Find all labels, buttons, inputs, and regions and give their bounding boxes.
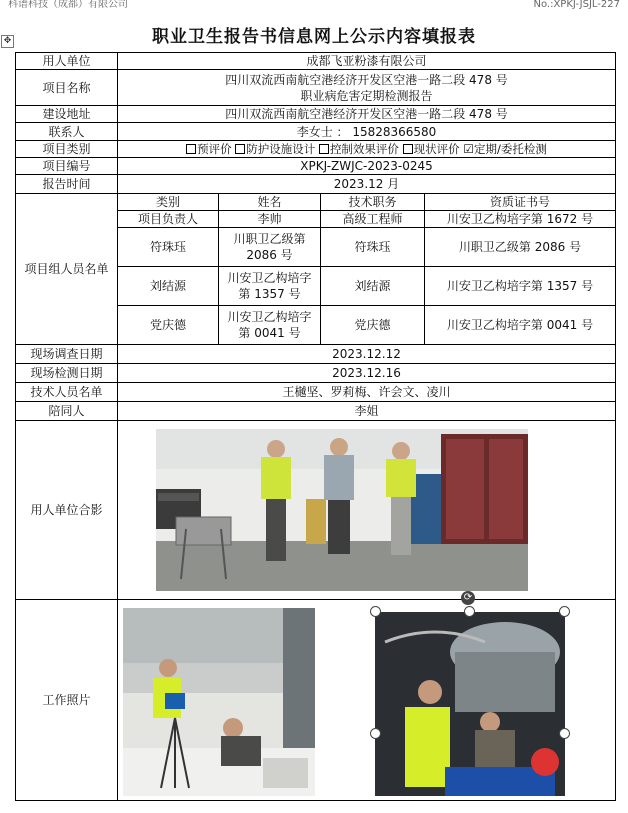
survey-date-value[interactable]: 2023.12.12 (118, 345, 616, 364)
team-name-line-1: 川安卫乙构培字 (227, 271, 312, 285)
unit-value[interactable]: 成都飞亚粉漆有限公司 (118, 53, 616, 70)
type-option-control-eval[interactable]: 控制效果评价 (319, 142, 399, 156)
group-photo-label: 用人单位合影 (16, 421, 118, 600)
team-cert[interactable]: 川安卫乙构培字第 1672 号 (425, 211, 616, 228)
team-header-cert: 资质证书号 (425, 194, 616, 211)
detect-date-label: 现场检测日期 (16, 364, 118, 383)
row-address (16, 106, 616, 123)
checkbox-icon[interactable] (319, 144, 329, 154)
disclosure-form-table (15, 52, 616, 801)
team-name-line-2: 第 1357 号 (238, 287, 301, 301)
resize-handle-top-left[interactable] (370, 606, 381, 617)
contact-label: 联系人 (16, 123, 118, 141)
row-project-type (16, 141, 616, 158)
work-photos-cell (118, 600, 616, 801)
header-company: 科谱科技（成都）有限公司 (8, 0, 128, 10)
project-name-line-2: 职业病危害定期检测报告 (300, 88, 433, 103)
header-doc-number: No.:XPKJ-JSJL-227 (533, 0, 620, 10)
row-contact (16, 123, 616, 141)
resize-handle-middle-right[interactable] (559, 728, 570, 739)
project-name-value[interactable] (118, 70, 616, 106)
team-header-title: 技术职务 (321, 194, 425, 211)
report-time-label: 报告时间 (16, 175, 118, 194)
row-detect-date (16, 364, 616, 383)
survey-date-label: 现场调查日期 (16, 345, 118, 364)
page-header (0, 0, 628, 12)
checkbox-icon[interactable] (186, 144, 196, 154)
type-option-protection-design[interactable]: 防护设施设计 (235, 142, 315, 156)
team-cert[interactable]: 川安卫乙构培字第 1357 号 (425, 267, 616, 306)
row-report-time (16, 175, 616, 194)
checkbox-icon[interactable] (235, 144, 245, 154)
rotate-icon[interactable]: ⟳ (461, 591, 475, 605)
team-header-category: 类别 (118, 194, 219, 211)
address-label: 建设地址 (16, 106, 118, 123)
checkbox-icon[interactable] (403, 144, 413, 154)
project-type-label: 项目类别 (16, 141, 118, 158)
team-name[interactable] (219, 267, 321, 306)
row-tech-staff (16, 383, 616, 402)
team-name-line-1: 川职卫乙级第 (233, 232, 306, 246)
team-header-row (16, 194, 616, 211)
team-title[interactable]: 刘结源 (321, 267, 425, 306)
report-time-value[interactable]: 2023.12 月 (118, 175, 616, 194)
resize-handle-top-center[interactable] (464, 606, 475, 617)
work-photo-label: 工作照片 (16, 600, 118, 801)
row-work-photos (16, 600, 616, 801)
team-category[interactable]: 党庆德 (118, 306, 219, 345)
checked-checkbox-icon[interactable]: ☑ (463, 142, 475, 156)
type-option-status-eval[interactable]: 现状评价 (403, 142, 460, 156)
row-escort (16, 402, 616, 421)
team-cert[interactable]: 川职卫乙级第 2086 号 (425, 228, 616, 267)
type-option-periodic-detection[interactable]: ☑定期/委托检测 (463, 142, 547, 156)
unit-label: 用人单位 (16, 53, 118, 70)
team-category[interactable]: 符珠珏 (118, 228, 219, 267)
group-photo-cell (118, 421, 616, 600)
contact-value[interactable]: 李女士 ： 15828366580 (118, 123, 616, 141)
team-header-name: 姓名 (219, 194, 321, 211)
row-project-name (16, 70, 616, 106)
move-arrows-icon[interactable]: ✥ (1, 35, 14, 48)
project-name-label: 项目名称 (16, 70, 118, 106)
team-name[interactable]: 李帅 (219, 211, 321, 228)
tech-staff-value[interactable]: 王樾坚、罗莉梅、许会文、凌川 (118, 383, 616, 402)
team-category[interactable]: 刘结源 (118, 267, 219, 306)
row-group-photo (16, 421, 616, 600)
team-title[interactable]: 符珠珏 (321, 228, 425, 267)
type-option-pre-eval[interactable]: 预评价 (186, 142, 232, 156)
page-title: 职业卫生报告书信息网上公示内容填报表 (152, 27, 476, 47)
group-photo-image[interactable] (156, 429, 528, 591)
detect-date-value[interactable]: 2023.12.16 (118, 364, 616, 383)
project-code-label: 项目编号 (16, 158, 118, 175)
team-cert[interactable]: 川安卫乙构培字第 0041 号 (425, 306, 616, 345)
work-photo-right[interactable] (375, 612, 565, 796)
team-name-line-2: 第 0041 号 (238, 326, 301, 340)
address-value[interactable]: 四川双流西南航空港经济开发区空港一路二段 478 号 (118, 106, 616, 123)
row-project-code (16, 158, 616, 175)
escort-value[interactable]: 李姐 (118, 402, 616, 421)
team-name[interactable] (219, 306, 321, 345)
project-name-line-1: 四川双流西南航空港经济开发区空港一路二段 478 号 (225, 72, 508, 87)
work-photo-left[interactable] (123, 608, 315, 796)
team-title[interactable]: 党庆德 (321, 306, 425, 345)
project-type-options (118, 141, 616, 158)
team-category[interactable]: 项目负责人 (118, 211, 219, 228)
team-name-line-1: 川安卫乙构培字 (227, 310, 312, 324)
resize-handle-top-right[interactable] (559, 606, 570, 617)
team-label: 项目组人员名单 (16, 194, 118, 345)
team-name-line-2: 2086 号 (246, 248, 293, 262)
tech-staff-label: 技术人员名单 (16, 383, 118, 402)
team-title[interactable]: 高级工程师 (321, 211, 425, 228)
escort-label: 陪同人 (16, 402, 118, 421)
project-code-value[interactable]: XPKJ-ZWJC-2023-0245 (118, 158, 616, 175)
team-name[interactable] (219, 228, 321, 267)
row-survey-date (16, 345, 616, 364)
row-unit (16, 53, 616, 70)
resize-handle-middle-left[interactable] (370, 728, 381, 739)
